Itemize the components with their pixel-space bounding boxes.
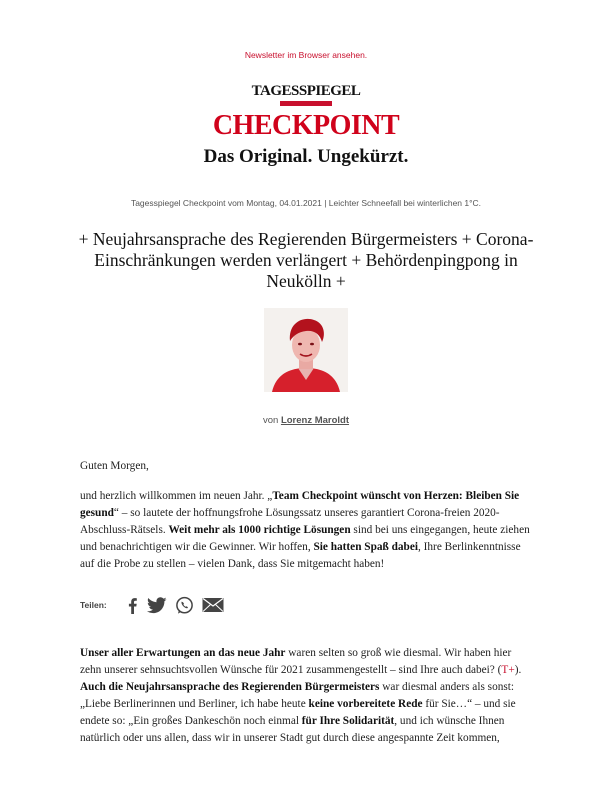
bold-span: keine vorbereitete Rede [308, 698, 423, 710]
author-link[interactable]: Lorenz Maroldt [280, 415, 350, 426]
byline [0, 415, 612, 426]
text-span: waren selten so groß wie diesmal. Wir haben hier zehn unserer sehnsuchtsvollen Wünsche für 2021 zusammengestellt – sind Ihre auch dabei? ( [80, 647, 512, 676]
tagesspiegel-logo: TAGESSPIEGEL [251, 83, 361, 99]
byline-prefix: von [262, 415, 279, 426]
checkpoint-logo: CHECKPOINT [212, 110, 400, 141]
facebook-icon[interactable] [125, 597, 139, 614]
text-span: , und ich wünsche Ihnen natürlich oder uns allen, dass wir in unserer Stadt gut durch diese angespannte Zeit kommen, [80, 715, 505, 744]
share-label: Teilen: [80, 600, 107, 610]
bold-span: Team Checkpoint wünscht von Herzen: Bleiben Sie gesund [80, 490, 520, 519]
bold-span: Unser aller Erwartungen an das neue Jahr [80, 647, 286, 659]
intro-paragraph [80, 488, 532, 573]
email-icon[interactable] [202, 597, 224, 613]
text-span: sind bei uns eingegangen, heute ziehen und benachrichtigen wir die Gewinner. Wir hoffen, [80, 524, 530, 553]
text-span: , Ihre Berlinkenntnisse auf die Probe zu stellen – vielen Dank, dass Sie mitgemacht haben! [80, 541, 521, 570]
bold-span: Weit mehr als 1000 richtige Lösungen [168, 524, 351, 536]
headline: + Neujahrsansprache des Regierenden Bürgermeisters + Corona-Einschränkungen werden verlängert + Behördenpingpong in Neukölln + [78, 229, 534, 291]
share-bar [80, 594, 232, 616]
text-span: für Sie…“ – und sie endete so: „Ein großes Dankeschön noch einmal [80, 698, 516, 727]
text-span: “ – so lautete der hoffnungsfrohe Lösungssatz unseres garantiert Corona-freien 2020-Abschluss-Rätsels. [80, 507, 500, 536]
bold-span: für Ihre Solidarität [301, 715, 395, 727]
brand-tagline: Das Original. Ungekürzt. [203, 146, 409, 167]
bold-span: Auch die Neujahrsansprache des Regierenden Bürgermeisters [80, 681, 380, 693]
bold-span: Sie hatten Spaß dabei [313, 541, 418, 553]
logo-ribbon [280, 101, 332, 106]
text-span: war diesmal anders als sonst: „Liebe Berlinerinnen und Berliner, ich habe heute [80, 681, 515, 710]
main-paragraph [80, 645, 532, 747]
whatsapp-icon[interactable] [175, 596, 194, 615]
text-span: und herzlich willkommen im neuen Jahr. „ [80, 490, 273, 502]
view-in-browser-link[interactable]: Newsletter im Browser ansehen. [244, 50, 368, 60]
greeting: Guten Morgen, [80, 460, 149, 472]
twitter-icon[interactable] [147, 597, 167, 614]
author-portrait [264, 308, 348, 392]
tplus-link[interactable]: T+ [501, 664, 515, 676]
dateline: Tagesspiegel Checkpoint vom Montag, 04.01.2021 | Leichter Schneefall bei winterlichen 1°C. [130, 198, 482, 208]
text-span: ). [514, 664, 522, 676]
